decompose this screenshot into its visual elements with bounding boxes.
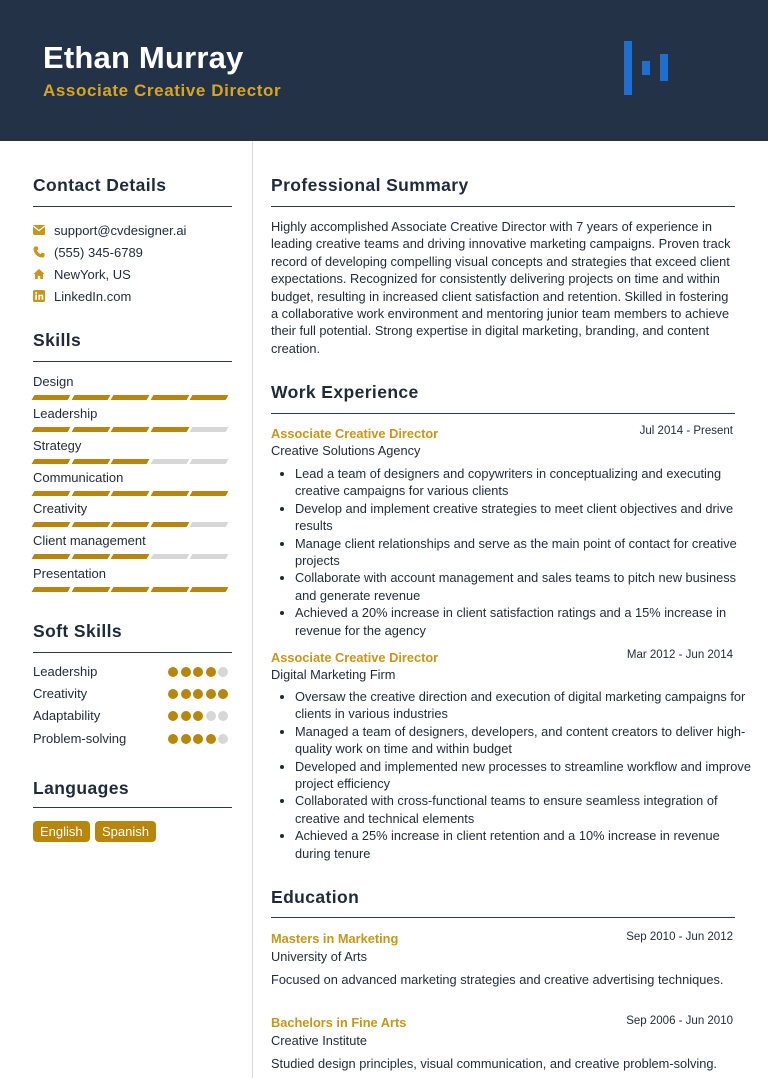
job-dates: Jul 2014 - Present — [639, 425, 733, 437]
rating-dot — [168, 667, 178, 677]
rating-dot — [218, 667, 228, 677]
skill-bar-segment — [32, 395, 70, 400]
skill-bar-segment — [71, 587, 109, 592]
skill-bar-segment — [150, 395, 188, 400]
language-badge: Spanish — [95, 821, 156, 842]
skill-label: Creativity — [33, 501, 88, 516]
education-dates: Sep 2010 - Jun 2012 — [626, 931, 733, 943]
skill-label: Design — [33, 374, 74, 389]
skill-bar-segment — [190, 587, 228, 592]
contact-linkedin-text: LinkedIn.com — [54, 288, 132, 304]
contact-email-text: support@cvdesigner.ai — [54, 222, 187, 238]
rating-dot — [206, 711, 216, 721]
skill-bar-segment — [32, 459, 70, 464]
skill-bar-segment — [111, 427, 149, 432]
skill-bar — [33, 491, 231, 496]
phone-icon — [33, 246, 45, 258]
rating-dot — [181, 711, 191, 721]
skill-bar — [33, 587, 231, 592]
skill-bar — [33, 522, 231, 527]
job-company: Creative Solutions Agency — [271, 443, 421, 458]
skill-bar-segment — [150, 491, 188, 496]
linkedin-icon — [33, 290, 45, 302]
soft-skill-row — [33, 731, 233, 749]
skill-bar — [33, 427, 231, 432]
contact-email[interactable] — [33, 220, 186, 240]
skill-bar-segment — [71, 459, 109, 464]
education-degree: Bachelors in Fine Arts — [271, 1015, 407, 1030]
summary-rule — [271, 206, 735, 207]
contact-phone-text: (555) 345-6789 — [54, 244, 143, 260]
languages-heading: Languages — [33, 778, 129, 798]
rating-dot — [193, 667, 203, 677]
language-badge: English — [33, 821, 90, 842]
soft-skill-label: Problem-solving — [33, 731, 127, 746]
rating-dot — [181, 734, 191, 744]
skill-bar-segment — [190, 554, 228, 559]
skill-bar-segment — [150, 522, 188, 527]
job-role: Associate Creative Director — [271, 426, 439, 441]
languages-rule — [33, 807, 232, 808]
skill-bar-segment — [190, 522, 228, 527]
rating-dot — [206, 667, 216, 677]
education-rule — [271, 917, 735, 918]
rating-dot — [218, 689, 228, 699]
skill-bar-segment — [111, 522, 149, 527]
education-heading: Education — [271, 887, 360, 907]
list-item: • Achieved a 25% increase in client retention and a 10% increase in revenue during tenure — [295, 827, 757, 862]
skill-label: Strategy — [33, 438, 82, 453]
rating-dot — [181, 667, 191, 677]
skill-bar-segment — [111, 554, 149, 559]
job-bullets — [277, 688, 757, 862]
list-item: • Oversaw the creative direction and execution of digital marketing campaigns for clients in various industries — [295, 688, 757, 723]
skill-bar-segment — [32, 427, 70, 432]
experience-heading: Work Experience — [271, 382, 419, 402]
soft-skill-rating — [168, 689, 231, 699]
skill-bar-segment — [32, 554, 70, 559]
skill-bar-segment — [150, 427, 188, 432]
rating-dot — [168, 734, 178, 744]
rating-dot — [206, 734, 216, 744]
job-company: Digital Marketing Firm — [271, 667, 396, 682]
list-item: • Collaborate with account management and sales teams to pitch new business and generate revenue — [295, 569, 757, 604]
job-dates: Mar 2012 - Jun 2014 — [626, 649, 733, 661]
rating-dot — [218, 711, 228, 721]
rating-dot — [218, 734, 228, 744]
contact-location-text: NewYork, US — [54, 266, 131, 282]
skill-bar — [33, 395, 231, 400]
skill-label: Presentation — [33, 566, 106, 581]
contact-heading: Contact Details — [33, 175, 167, 195]
soft-skill-label: Adaptability — [33, 708, 101, 723]
list-item: • Collaborated with cross-functional teams to ensure seamless integration of creative and technical elements — [295, 792, 757, 827]
skill-bar — [33, 554, 231, 559]
contact-rule — [33, 206, 232, 207]
skill-bar-segment — [71, 395, 109, 400]
job-bullets — [277, 465, 757, 639]
soft-skill-row — [33, 686, 233, 704]
list-item: • Manage client relationships and serve as the main point of contact for creative projects — [295, 535, 757, 570]
education-school: University of Arts — [271, 949, 368, 964]
list-item: • Managed a team of designers, developers, and content creators to deliver high-quality work on time and within budget — [295, 723, 757, 758]
rating-dot — [181, 689, 191, 699]
contact-phone[interactable] — [33, 242, 143, 262]
home-icon — [33, 268, 45, 280]
soft-skill-rating — [168, 711, 231, 721]
skill-label: Communication — [33, 470, 124, 485]
skill-bar-segment — [32, 491, 70, 496]
list-item: • Developed and implemented new processes to streamline workflow and improve project efficiency — [295, 758, 757, 793]
rating-dot — [206, 689, 216, 699]
bar-logo-icon — [624, 41, 668, 95]
rating-dot — [193, 689, 203, 699]
column-divider — [252, 141, 253, 1078]
list-item: • Lead a team of designers and copywriters in conceptualizing and executing creative campaigns for various clients — [295, 465, 757, 500]
education-description: Studied design principles, visual communication, and creative problem-solving. — [271, 1056, 717, 1071]
skill-bar-segment — [71, 427, 109, 432]
skill-bar-segment — [71, 522, 109, 527]
soft-skill-row — [33, 708, 233, 726]
soft-skills-rule — [33, 652, 232, 653]
experience-rule — [271, 413, 735, 414]
skill-bar-segment — [111, 587, 149, 592]
skill-bar-segment — [190, 395, 228, 400]
skill-bar-segment — [71, 554, 109, 559]
skill-label: Leadership — [33, 406, 98, 421]
skills-rule — [33, 361, 232, 362]
education-dates: Sep 2006 - Jun 2010 — [626, 1015, 733, 1027]
soft-skill-label: Leadership — [33, 664, 98, 679]
contact-linkedin[interactable] — [33, 286, 131, 306]
skill-bar-segment — [111, 459, 149, 464]
skill-bar — [33, 459, 231, 464]
skills-heading: Skills — [33, 330, 82, 350]
rating-dot — [193, 734, 203, 744]
soft-skill-row — [33, 664, 233, 682]
soft-skill-label: Creativity — [33, 686, 88, 701]
summary-text: Highly accomplished Associate Creative Director with 7 years of experience in leading creative teams and driving innovative marketing campaigns. Proven track record of developing compelling visual concepts and strategies that exceed client expectations. Recognized for consistently delivering projects on time and within budget, resulting in increased client satisfaction and retention. Skilled in fostering a collaborative work environment and mentoring junior team members to achieve their full potential. Strong expertise in digital marketing, branding, and content creation. — [271, 219, 731, 356]
rating-dot — [168, 689, 178, 699]
skill-bar-segment — [32, 522, 70, 527]
skill-bar-segment — [150, 587, 188, 592]
skill-bar-segment — [150, 459, 188, 464]
resume-header — [0, 0, 768, 141]
skill-bar-segment — [111, 491, 149, 496]
summary-heading: Professional Summary — [271, 175, 469, 195]
skill-label: Client management — [33, 533, 146, 548]
soft-skill-rating — [168, 734, 231, 744]
job-role: Associate Creative Director — [271, 650, 439, 665]
skill-bar-segment — [71, 491, 109, 496]
skill-bar-segment — [190, 459, 228, 464]
candidate-name: Ethan Murray — [43, 40, 244, 75]
soft-skills-heading: Soft Skills — [33, 621, 123, 641]
envelope-icon — [33, 224, 45, 236]
list-item: • Develop and implement creative strategies to meet client objectives and drive results — [295, 500, 757, 535]
skill-bar-segment — [190, 491, 228, 496]
contact-location — [33, 264, 131, 284]
list-item: • Achieved a 20% increase in client satisfaction ratings and a 15% increase in revenue for the agency — [295, 604, 757, 639]
skill-bar-segment — [111, 395, 149, 400]
education-degree: Masters in Marketing — [271, 931, 399, 946]
skill-bar-segment — [150, 554, 188, 559]
rating-dot — [168, 711, 178, 721]
education-description: Focused on advanced marketing strategies and creative advertising techniques. — [271, 972, 724, 987]
rating-dot — [193, 711, 203, 721]
soft-skill-rating — [168, 667, 231, 677]
skill-bar-segment — [190, 427, 228, 432]
candidate-title: Associate Creative Director — [43, 81, 282, 100]
skill-bar-segment — [32, 587, 70, 592]
education-school: Creative Institute — [271, 1033, 368, 1048]
